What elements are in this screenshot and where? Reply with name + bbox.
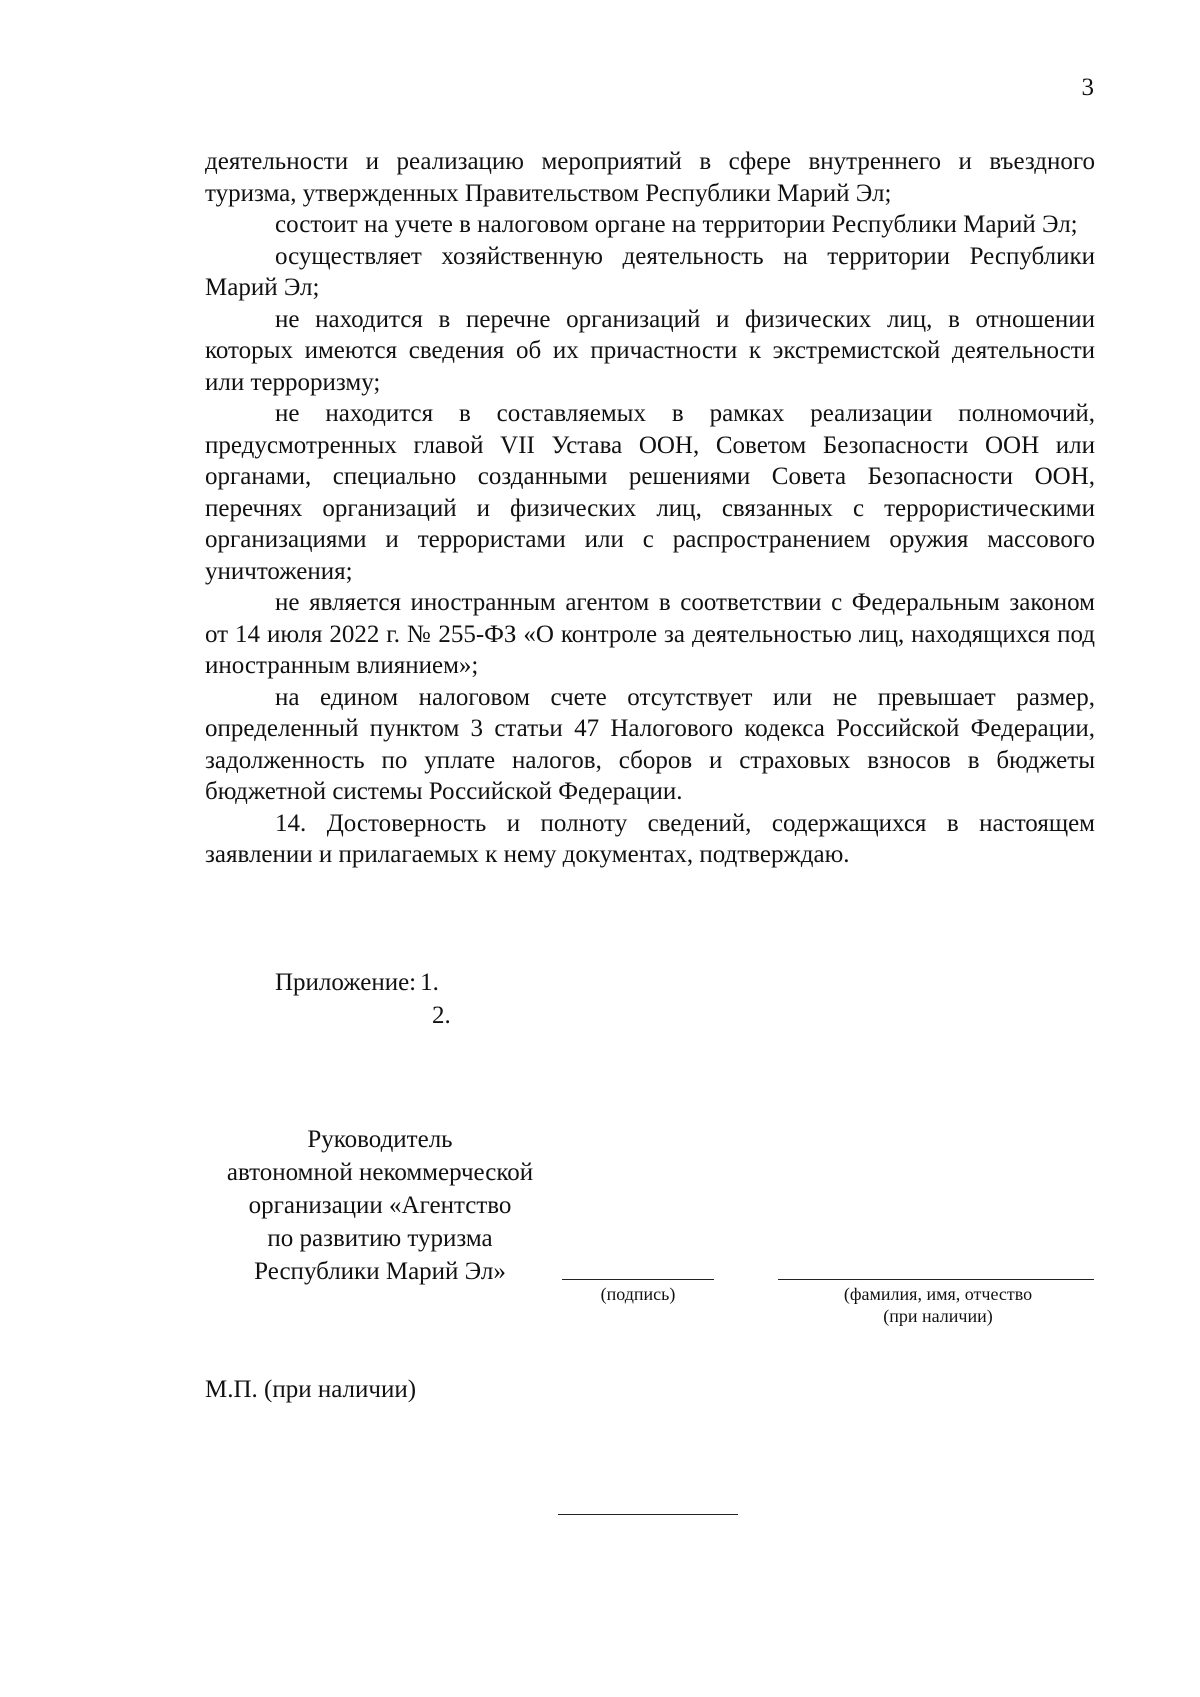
- paragraph-un-lists: не находится в составляемых в рамках реализации полномочий, предусмотренных главой VII Устава ООН, Советом Безопасности ООН или органами, специально созданными решениями Совета Безопасности ООН, перечнях организаций и физических лиц, связанных с террористическими организациями и террористами или с распространением оружия массового уничтожения;: [205, 400, 1095, 585]
- signer-line: организации «Агентство: [248, 1192, 512, 1219]
- attachment-first-line: [275, 966, 575, 999]
- page-number: 3: [1081, 74, 1094, 101]
- stamp-placeholder: М.П. (при наличии): [205, 1376, 417, 1403]
- paragraph-tax-debt: на едином налоговом счете отсутствует или не превышает размер, определенный пунктом 3 статьи 47 Налогового кодекса Российской Федерации, задолженность по уплате налогов, сборов и страховых взносов в бюджеты бюджетной системы Российской Федерации.: [205, 683, 1095, 805]
- paragraph-economic-activity: осуществляет хозяйственную деятельность на территории Республики Марий Эл;: [205, 242, 1095, 301]
- name-line: [778, 1279, 1094, 1280]
- paragraph-foreign-agent: не является иностранным агентом в соответствии с Федеральным законом от 14 июля 2022 г. № 255-ФЗ «О контроле за деятельностью лиц, находящихся под иностранным влиянием»;: [205, 589, 1095, 679]
- name-caption: [798, 1283, 1078, 1327]
- attachment-item-1: 1.: [420, 969, 439, 996]
- signature-line: [562, 1279, 714, 1280]
- paragraph-continuation: деятельности и реализацию мероприятий в сфере внутреннего и въездного туризма, утвержденных Правительством Республики Марий Эл;: [205, 148, 1095, 207]
- paragraph-confirmation: 14. Достоверность и полноту сведений, содержащихся в настоящем заявлении и прилагаемых к нему документах, подтверждаю.: [205, 809, 1095, 868]
- signer-line: автономной некоммерческой: [226, 1159, 534, 1186]
- name-caption-line: (при наличии): [883, 1306, 993, 1326]
- paragraph-extremism-list: не находится в перечне организаций и физических лиц, в отношении которых имеются сведения об их причастности к экстремистской деятельности или терроризму;: [205, 305, 1095, 396]
- paragraph-tax-registration: состоит на учете в налоговом органе на территории Республики Марий Эл;: [275, 211, 1078, 238]
- attachment-label: Приложение:: [275, 969, 417, 996]
- signer-line: по развитию туризма: [267, 1225, 493, 1252]
- signer-line: Республики Марий Эл»: [254, 1258, 506, 1285]
- end-of-document-line: [558, 1514, 738, 1515]
- signer-line: Руководитель: [307, 1126, 453, 1153]
- attachment-list: [275, 966, 575, 1032]
- signer-title: [200, 1123, 560, 1288]
- body-text: [205, 146, 1095, 871]
- signature-caption: (подпись): [600, 1284, 676, 1304]
- name-caption-line: (фамилия, имя, отчество: [843, 1284, 1033, 1304]
- attachment-item-2: 2.: [432, 1002, 451, 1029]
